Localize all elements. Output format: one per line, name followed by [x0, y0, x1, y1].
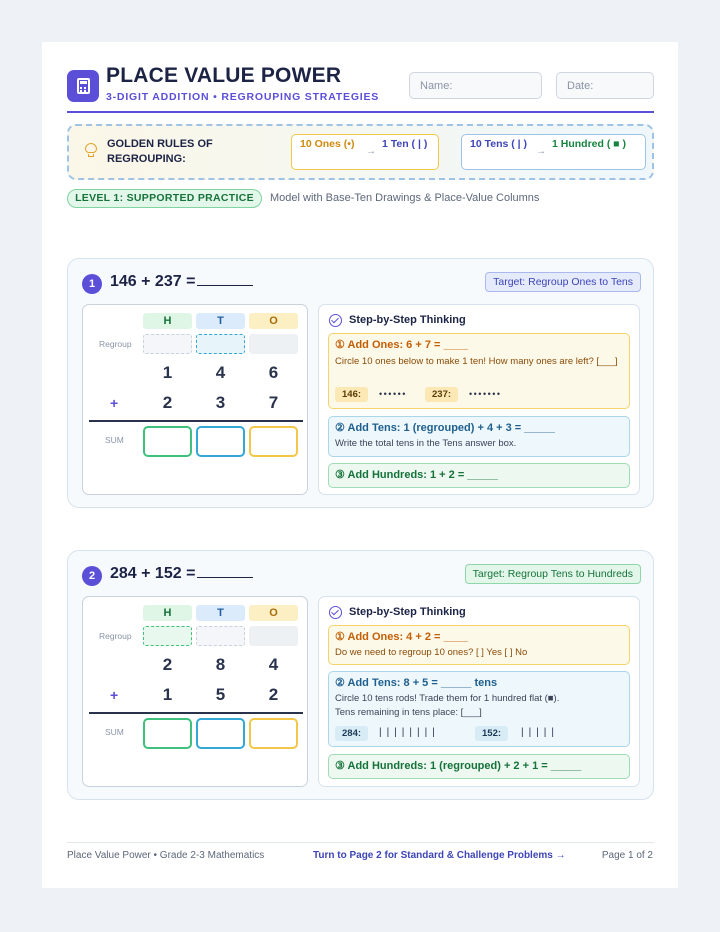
sum-box-ones[interactable]: [249, 426, 298, 457]
ones-dots: ••••••: [379, 389, 407, 399]
problem-card-2: [67, 550, 654, 800]
sum-box-ones[interactable]: [249, 718, 298, 749]
answer-blank[interactable]: [197, 565, 253, 578]
rule-ones-right: 1 Ten ( | ): [382, 138, 428, 150]
tens-rods: ||||||||: [379, 727, 440, 738]
regroup-box-ones: [249, 626, 298, 646]
rule-ones-left: 10 Ones (•): [300, 138, 355, 150]
problem-number: 1: [82, 274, 102, 294]
tens-header: T: [196, 313, 245, 329]
rule-tens-to-hundred: [461, 134, 646, 170]
target-badge: Target: Regroup Ones to Tens: [485, 272, 641, 292]
digit: 7: [268, 393, 279, 412]
rule-ones-to-ten: [291, 134, 439, 170]
digit: 6: [268, 363, 279, 382]
sum-line: [89, 712, 303, 714]
regroup-box-tens[interactable]: [196, 334, 245, 354]
step-add-ones: [328, 625, 630, 665]
problem-card-1: [67, 258, 654, 508]
step-title: ③ Add Hundreds: 1 + 2 = _____: [335, 469, 498, 481]
digit: 2: [162, 655, 173, 674]
step-description: Circle 10 tens rods! Trade them for 1 hundred flat (■).: [335, 693, 560, 704]
number-tag: 284:: [335, 726, 368, 741]
step-description: Circle 10 ones below to make 1 ten! How many ones are left? [___]: [335, 356, 618, 367]
problem-expression: [110, 565, 253, 583]
tens-rods: |||||: [521, 727, 559, 738]
steps-panel: [318, 304, 640, 495]
plus-sign: +: [110, 395, 119, 411]
steps-title: Step-by-Step Thinking: [349, 606, 466, 618]
digit: 2: [268, 685, 279, 704]
target-badge: Target: Regroup Tens to Hundreds: [465, 564, 641, 584]
number-tag: 152:: [475, 726, 508, 741]
step-description: Write the total tens in the Tens answer box.: [335, 438, 517, 449]
ones-dots: •••••••: [469, 389, 502, 399]
place-value-chart: [82, 304, 308, 495]
lightbulb-icon: [85, 143, 97, 157]
next-page-link[interactable]: Turn to Page 2 for Standard & Challenge Problems →: [313, 850, 566, 861]
step-add-tens: [328, 416, 630, 457]
calculator-icon: [67, 70, 99, 102]
check-circle-icon: [329, 314, 342, 327]
sum-box-hundreds[interactable]: [143, 718, 192, 749]
problem-expression-text: 146 + 237 =: [110, 273, 196, 290]
regroup-box-hundreds[interactable]: [143, 626, 192, 646]
digit: 3: [215, 393, 226, 412]
step-add-hundreds: [328, 463, 630, 488]
hundreds-header: H: [143, 313, 192, 329]
tens-header: T: [196, 605, 245, 621]
problem-expression-text: 284 + 152 =: [110, 565, 196, 582]
digit: 4: [268, 655, 279, 674]
sum-box-hundreds[interactable]: [143, 426, 192, 457]
sum-label: SUM: [105, 727, 124, 737]
golden-rules-label: GOLDEN RULES OF REGROUPING:: [107, 138, 213, 165]
step-title: ② Add Tens: 8 + 5 = _____ tens: [335, 677, 498, 689]
step-add-ones: [328, 333, 630, 409]
sum-label: SUM: [105, 435, 124, 445]
step-title: ② Add Tens: 1 (regrouped) + 4 + 3 = _____: [335, 422, 555, 434]
level-description: Model with Base-Ten Drawings & Place-Value Columns: [270, 192, 540, 204]
arrow-right-icon: →: [536, 146, 546, 157]
step-title: ① Add Ones: 4 + 2 = ____: [335, 631, 468, 643]
plus-sign: +: [110, 687, 119, 703]
digit: 2: [162, 393, 173, 412]
step-title: ③ Add Hundreds: 1 (regrouped) + 2 + 1 = _____: [335, 760, 582, 772]
worksheet-page: [42, 42, 678, 888]
digit: 5: [215, 685, 226, 704]
steps-title: Step-by-Step Thinking: [349, 314, 466, 326]
footer-left: Place Value Power • Grade 2-3 Mathematics: [67, 850, 265, 861]
problem-expression: [110, 273, 253, 291]
rule-tens-right: 1 Hundred ( ■ ): [552, 138, 627, 150]
step-add-tens: [328, 671, 630, 747]
digit: 1: [162, 363, 173, 382]
sum-box-tens[interactable]: [196, 718, 245, 749]
problem-number: 2: [82, 566, 102, 586]
place-value-chart: [82, 596, 308, 787]
digit: 1: [162, 685, 173, 704]
step-add-hundreds: [328, 754, 630, 779]
name-field[interactable]: Name:: [409, 72, 542, 99]
header-divider: [67, 111, 654, 113]
rule-tens-left: 10 Tens ( | ): [470, 138, 528, 150]
ones-header: O: [249, 605, 298, 621]
page-number: Page 1 of 2: [601, 850, 653, 861]
arrow-right-icon: →: [366, 146, 376, 157]
regroup-label: Regroup: [99, 631, 132, 641]
page-title: PLACE VALUE POWER: [106, 64, 342, 87]
step-description: Do we need to regroup 10 ones? [ ] Yes [ ] No: [335, 647, 528, 658]
ones-header: O: [249, 313, 298, 329]
steps-panel: [318, 596, 640, 787]
regroup-label: Regroup: [99, 339, 132, 349]
step-title: ① Add Ones: 6 + 7 = ____: [335, 339, 468, 351]
level-badge: LEVEL 1: SUPPORTED PRACTICE: [67, 189, 262, 208]
hundreds-header: H: [143, 605, 192, 621]
number-tag: 237:: [425, 387, 458, 402]
golden-rules-banner: [67, 124, 654, 180]
digit: 8: [215, 655, 226, 674]
sum-line: [89, 420, 303, 422]
check-circle-icon: [329, 606, 342, 619]
page-subtitle: 3-DIGIT ADDITION • REGROUPING STRATEGIES: [106, 91, 380, 103]
step-description: Tens remaining in tens place: [___]: [335, 707, 482, 718]
date-field[interactable]: Date:: [556, 72, 654, 99]
number-tag: 146:: [335, 387, 368, 402]
answer-blank[interactable]: [197, 273, 253, 286]
regroup-box-tens[interactable]: [196, 626, 245, 646]
regroup-box-ones: [249, 334, 298, 354]
sum-box-tens[interactable]: [196, 426, 245, 457]
footer-divider: [67, 842, 654, 843]
digit: 4: [215, 363, 226, 382]
regroup-box-hundreds[interactable]: [143, 334, 192, 354]
